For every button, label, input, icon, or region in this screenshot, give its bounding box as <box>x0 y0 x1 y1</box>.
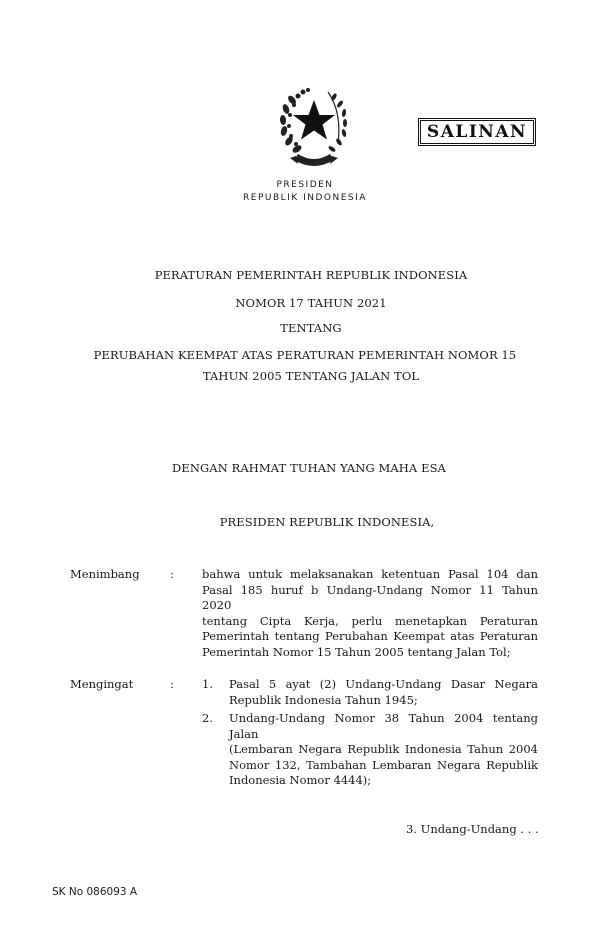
mengingat-label: Mengingat <box>70 677 134 691</box>
menimbang-colon: : <box>170 567 174 581</box>
sk-number: SK No 086093 A <box>52 886 138 898</box>
mengingat-item-number: 1. <box>202 677 213 691</box>
salinan-stamp <box>418 118 536 146</box>
regulation-number: NOMOR 17 TAHUN 2021 <box>235 296 387 310</box>
mengingat-line: Undang-Undang Nomor 38 Tahun 2004 tentang Jalan <box>229 711 538 741</box>
presidential-emblem-icon <box>272 82 356 170</box>
mengingat-item-number: 2. <box>202 711 213 725</box>
menimbang-line: Pemerintah tentang Perubahan Keempat atas Peraturan <box>202 629 538 643</box>
regulation-title: PERATURAN PEMERINTAH REPUBLIK INDONESIA <box>154 268 468 282</box>
office-subtitle: REPUBLIK INDONESIA <box>243 193 367 203</box>
blessing-line: DENGAN RAHMAT TUHAN YANG MAHA ESA <box>172 461 446 475</box>
president-line: PRESIDEN REPUBLIK INDONESIA, <box>219 515 435 529</box>
mengingat-colon: : <box>170 677 174 691</box>
mengingat-line: Pasal 5 ayat (2) Undang-Undang Dasar Negara <box>229 677 538 691</box>
regulation-tentang: TENTANG <box>280 321 342 335</box>
mengingat-item-2 <box>229 711 538 789</box>
menimbang-line: bahwa untuk melaksanakan ketentuan Pasal 104 dan <box>202 567 538 581</box>
office-title: PRESIDEN <box>276 180 334 190</box>
mengingat-line: (Lembaran Negara Republik Indonesia Tahun 2004 <box>229 742 538 756</box>
regulation-subject-line1: PERUBAHAN KEEMPAT ATAS PERATURAN PEMERINTAH NOMOR 15 <box>93 348 517 362</box>
menimbang-line: Pemerintah Nomor 15 Tahun 2005 tentang Jalan Tol; <box>202 644 511 659</box>
menimbang-paragraph <box>202 567 538 660</box>
mengingat-line: Nomor 132, Tambahan Lembaran Negara Republik <box>229 757 538 772</box>
page-continuation: 3. Undang-Undang . . . <box>406 822 539 836</box>
menimbang-line: tentang Cipta Kerja, perlu menetapkan Peraturan <box>202 613 538 628</box>
mengingat-line: Republik Indonesia Tahun 1945; <box>229 692 418 707</box>
mengingat-item-1 <box>229 677 538 708</box>
menimbang-line: Pasal 185 huruf b Undang-Undang Nomor 11 Tahun 2020 <box>202 582 538 612</box>
mengingat-line: Indonesia Nomor 4444); <box>229 773 372 787</box>
regulation-subject-line2: TAHUN 2005 TENTANG JALAN TOL <box>202 369 420 383</box>
salinan-label: SALINAN <box>426 122 528 142</box>
menimbang-label: Menimbang <box>70 567 140 581</box>
